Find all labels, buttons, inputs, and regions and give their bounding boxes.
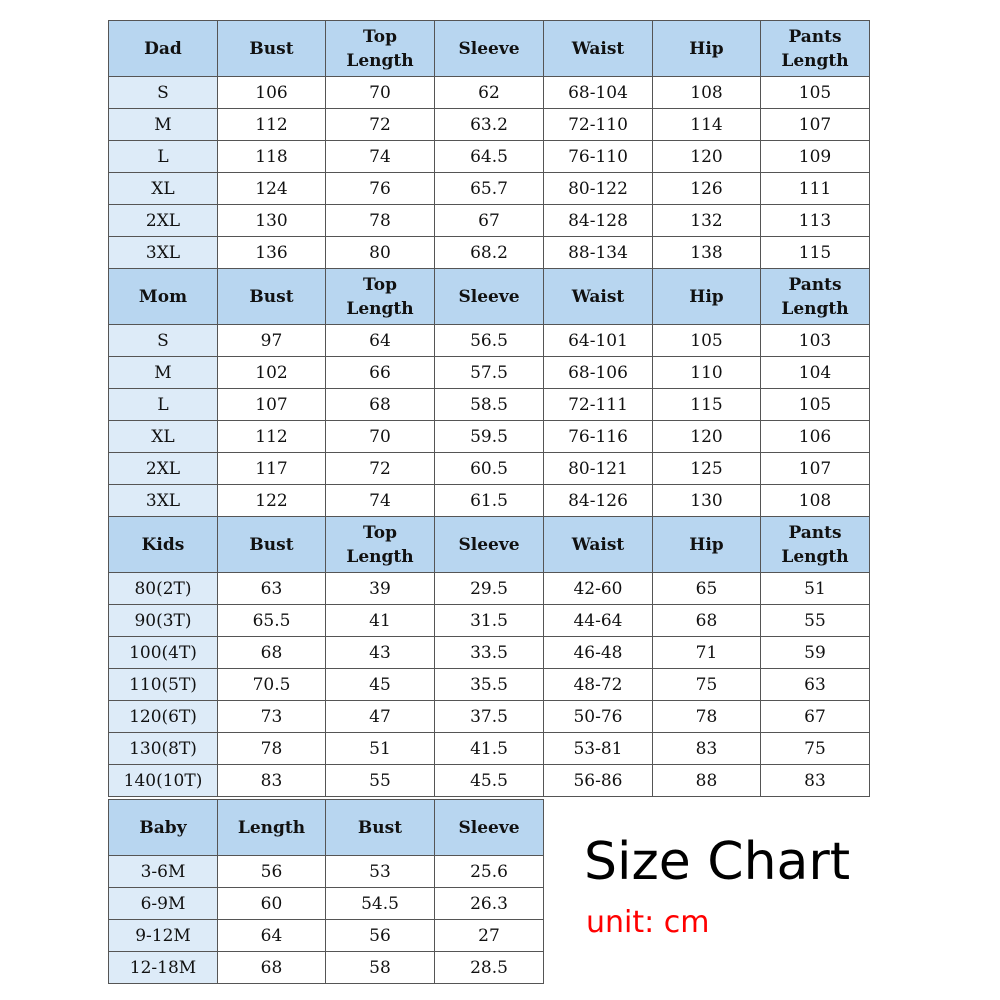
measure-cell: 68-104 — [544, 77, 653, 109]
measure-cell: 76-116 — [544, 421, 653, 453]
measure-cell: 111 — [761, 173, 870, 205]
measure-cell: 110 — [653, 357, 761, 389]
size-cell: 90(3T) — [109, 605, 218, 637]
size-chart-title: Size Chart — [584, 832, 851, 892]
size-cell: 100(4T) — [109, 637, 218, 669]
measure-cell: 125 — [653, 453, 761, 485]
column-header: Sleeve — [435, 800, 544, 856]
measure-cell: 65.5 — [218, 605, 326, 637]
size-cell: M — [109, 109, 218, 141]
measure-cell: 132 — [653, 205, 761, 237]
measure-cell: 45.5 — [435, 765, 544, 797]
column-header: Hip — [653, 517, 761, 573]
table-row — [109, 357, 870, 389]
measure-cell: 56 — [326, 920, 435, 952]
measure-cell: 64-101 — [544, 325, 653, 357]
measure-cell: 74 — [326, 485, 435, 517]
measure-cell: 37.5 — [435, 701, 544, 733]
column-header: Hip — [653, 21, 761, 77]
measure-cell: 43 — [326, 637, 435, 669]
table-row — [109, 573, 870, 605]
group-header-row — [109, 269, 870, 325]
group-label: Kids — [109, 517, 218, 573]
measure-cell: 39 — [326, 573, 435, 605]
group-header-row — [109, 21, 870, 77]
measure-cell: 62 — [435, 77, 544, 109]
size-cell: 12-18M — [109, 952, 218, 984]
measure-cell: 63 — [761, 669, 870, 701]
measure-cell: 65 — [653, 573, 761, 605]
measure-cell: 57.5 — [435, 357, 544, 389]
column-header: Bust — [218, 21, 326, 77]
size-cell: S — [109, 77, 218, 109]
column-header: Bust — [218, 517, 326, 573]
measure-cell: 75 — [761, 733, 870, 765]
table-row — [109, 888, 544, 920]
measure-cell: 136 — [218, 237, 326, 269]
measure-cell: 72 — [326, 109, 435, 141]
size-cell: 120(6T) — [109, 701, 218, 733]
measure-cell: 113 — [761, 205, 870, 237]
measure-cell: 61.5 — [435, 485, 544, 517]
measure-cell: 64 — [326, 325, 435, 357]
column-header: Pants Length — [761, 21, 870, 77]
group-label: Mom — [109, 269, 218, 325]
measure-cell: 70.5 — [218, 669, 326, 701]
size-cell: 2XL — [109, 453, 218, 485]
measure-cell: 106 — [218, 77, 326, 109]
measure-cell: 51 — [761, 573, 870, 605]
group-label: Baby — [109, 800, 218, 856]
measure-cell: 75 — [653, 669, 761, 701]
measure-cell: 46-48 — [544, 637, 653, 669]
measure-cell: 114 — [653, 109, 761, 141]
measure-cell: 72-110 — [544, 109, 653, 141]
measure-cell: 138 — [653, 237, 761, 269]
measure-cell: 73 — [218, 701, 326, 733]
measure-cell: 56-86 — [544, 765, 653, 797]
measure-cell: 56.5 — [435, 325, 544, 357]
measure-cell: 48-72 — [544, 669, 653, 701]
measure-cell: 76 — [326, 173, 435, 205]
measure-cell: 35.5 — [435, 669, 544, 701]
table-row — [109, 205, 870, 237]
column-header: Pants Length — [761, 269, 870, 325]
unit-label: unit: cm — [586, 905, 710, 940]
size-cell: 9-12M — [109, 920, 218, 952]
measure-cell: 120 — [653, 421, 761, 453]
group-label: Dad — [109, 21, 218, 77]
measure-cell: 50-76 — [544, 701, 653, 733]
measure-cell: 68 — [218, 952, 326, 984]
table-row — [109, 856, 544, 888]
measure-cell: 117 — [218, 453, 326, 485]
measure-cell: 63 — [218, 573, 326, 605]
table-row — [109, 605, 870, 637]
measure-cell: 68.2 — [435, 237, 544, 269]
table-row — [109, 765, 870, 797]
size-cell: 140(10T) — [109, 765, 218, 797]
measure-cell: 27 — [435, 920, 544, 952]
size-cell: 2XL — [109, 205, 218, 237]
measure-cell: 72 — [326, 453, 435, 485]
measure-cell: 83 — [218, 765, 326, 797]
measure-cell: 112 — [218, 109, 326, 141]
measure-cell: 58 — [326, 952, 435, 984]
measure-cell: 97 — [218, 325, 326, 357]
size-cell: L — [109, 389, 218, 421]
measure-cell: 76-110 — [544, 141, 653, 173]
measure-cell: 107 — [761, 453, 870, 485]
measure-cell: 126 — [653, 173, 761, 205]
measure-cell: 68 — [218, 637, 326, 669]
measure-cell: 78 — [653, 701, 761, 733]
measure-cell: 109 — [761, 141, 870, 173]
column-header: Top Length — [326, 21, 435, 77]
measure-cell: 130 — [218, 205, 326, 237]
measure-cell: 60 — [218, 888, 326, 920]
measure-cell: 80-122 — [544, 173, 653, 205]
measure-cell: 83 — [653, 733, 761, 765]
measure-cell: 107 — [761, 109, 870, 141]
measure-cell: 68 — [326, 389, 435, 421]
measure-cell: 68 — [653, 605, 761, 637]
measure-cell: 108 — [653, 77, 761, 109]
measure-cell: 64.5 — [435, 141, 544, 173]
measure-cell: 33.5 — [435, 637, 544, 669]
measure-cell: 53-81 — [544, 733, 653, 765]
column-header: Bust — [326, 800, 435, 856]
measure-cell: 59.5 — [435, 421, 544, 453]
measure-cell: 84-126 — [544, 485, 653, 517]
measure-cell: 105 — [653, 325, 761, 357]
measure-cell: 122 — [218, 485, 326, 517]
measure-cell: 102 — [218, 357, 326, 389]
column-header: Sleeve — [435, 517, 544, 573]
measure-cell: 45 — [326, 669, 435, 701]
measure-cell: 53 — [326, 856, 435, 888]
measure-cell: 124 — [218, 173, 326, 205]
column-header: Waist — [544, 517, 653, 573]
measure-cell: 118 — [218, 141, 326, 173]
measure-cell: 25.6 — [435, 856, 544, 888]
column-header: Sleeve — [435, 269, 544, 325]
column-header: Sleeve — [435, 21, 544, 77]
column-header: Top Length — [326, 269, 435, 325]
measure-cell: 115 — [761, 237, 870, 269]
measure-cell: 130 — [653, 485, 761, 517]
measure-cell: 115 — [653, 389, 761, 421]
measure-cell: 108 — [761, 485, 870, 517]
size-cell: 80(2T) — [109, 573, 218, 605]
size-cell: 3-6M — [109, 856, 218, 888]
measure-cell: 65.7 — [435, 173, 544, 205]
table-row — [109, 453, 870, 485]
measure-cell: 41.5 — [435, 733, 544, 765]
size-cell: 3XL — [109, 237, 218, 269]
group-header-row — [109, 800, 544, 856]
measure-cell: 66 — [326, 357, 435, 389]
measure-cell: 105 — [761, 389, 870, 421]
table-row — [109, 109, 870, 141]
measure-cell: 31.5 — [435, 605, 544, 637]
table-row — [109, 485, 870, 517]
table-row — [109, 421, 870, 453]
measure-cell: 84-128 — [544, 205, 653, 237]
table-row — [109, 637, 870, 669]
table-row — [109, 325, 870, 357]
measure-cell: 80 — [326, 237, 435, 269]
measure-cell: 51 — [326, 733, 435, 765]
size-table-baby — [108, 799, 544, 984]
size-cell: S — [109, 325, 218, 357]
measure-cell: 83 — [761, 765, 870, 797]
measure-cell: 55 — [761, 605, 870, 637]
column-header: Waist — [544, 269, 653, 325]
measure-cell: 106 — [761, 421, 870, 453]
size-cell: 130(8T) — [109, 733, 218, 765]
column-header: Pants Length — [761, 517, 870, 573]
measure-cell: 47 — [326, 701, 435, 733]
table-row — [109, 733, 870, 765]
measure-cell: 59 — [761, 637, 870, 669]
table-row — [109, 389, 870, 421]
measure-cell: 58.5 — [435, 389, 544, 421]
measure-cell: 80-121 — [544, 453, 653, 485]
size-cell: XL — [109, 421, 218, 453]
measure-cell: 104 — [761, 357, 870, 389]
measure-cell: 70 — [326, 421, 435, 453]
measure-cell: 78 — [218, 733, 326, 765]
measure-cell: 88 — [653, 765, 761, 797]
measure-cell: 29.5 — [435, 573, 544, 605]
table-row — [109, 237, 870, 269]
measure-cell: 67 — [435, 205, 544, 237]
measure-cell: 64 — [218, 920, 326, 952]
table-row — [109, 141, 870, 173]
column-header: Length — [218, 800, 326, 856]
table-row — [109, 952, 544, 984]
measure-cell: 44-64 — [544, 605, 653, 637]
measure-cell: 74 — [326, 141, 435, 173]
table-row — [109, 701, 870, 733]
measure-cell: 55 — [326, 765, 435, 797]
measure-cell: 42-60 — [544, 573, 653, 605]
measure-cell: 67 — [761, 701, 870, 733]
measure-cell: 72-111 — [544, 389, 653, 421]
measure-cell: 60.5 — [435, 453, 544, 485]
table-row — [109, 173, 870, 205]
size-cell: 3XL — [109, 485, 218, 517]
table-row — [109, 920, 544, 952]
measure-cell: 71 — [653, 637, 761, 669]
measure-cell: 26.3 — [435, 888, 544, 920]
table-row — [109, 77, 870, 109]
measure-cell: 120 — [653, 141, 761, 173]
measure-cell: 107 — [218, 389, 326, 421]
measure-cell: 112 — [218, 421, 326, 453]
column-header: Hip — [653, 269, 761, 325]
size-cell: M — [109, 357, 218, 389]
size-table-adults-kids — [108, 20, 870, 797]
measure-cell: 78 — [326, 205, 435, 237]
measure-cell: 88-134 — [544, 237, 653, 269]
measure-cell: 28.5 — [435, 952, 544, 984]
measure-cell: 70 — [326, 77, 435, 109]
table-row — [109, 669, 870, 701]
measure-cell: 54.5 — [326, 888, 435, 920]
column-header: Waist — [544, 21, 653, 77]
size-cell: L — [109, 141, 218, 173]
size-cell: 6-9M — [109, 888, 218, 920]
measure-cell: 68-106 — [544, 357, 653, 389]
measure-cell: 56 — [218, 856, 326, 888]
column-header: Top Length — [326, 517, 435, 573]
size-cell: XL — [109, 173, 218, 205]
measure-cell: 103 — [761, 325, 870, 357]
size-cell: 110(5T) — [109, 669, 218, 701]
measure-cell: 63.2 — [435, 109, 544, 141]
measure-cell: 105 — [761, 77, 870, 109]
measure-cell: 41 — [326, 605, 435, 637]
group-header-row — [109, 517, 870, 573]
column-header: Bust — [218, 269, 326, 325]
